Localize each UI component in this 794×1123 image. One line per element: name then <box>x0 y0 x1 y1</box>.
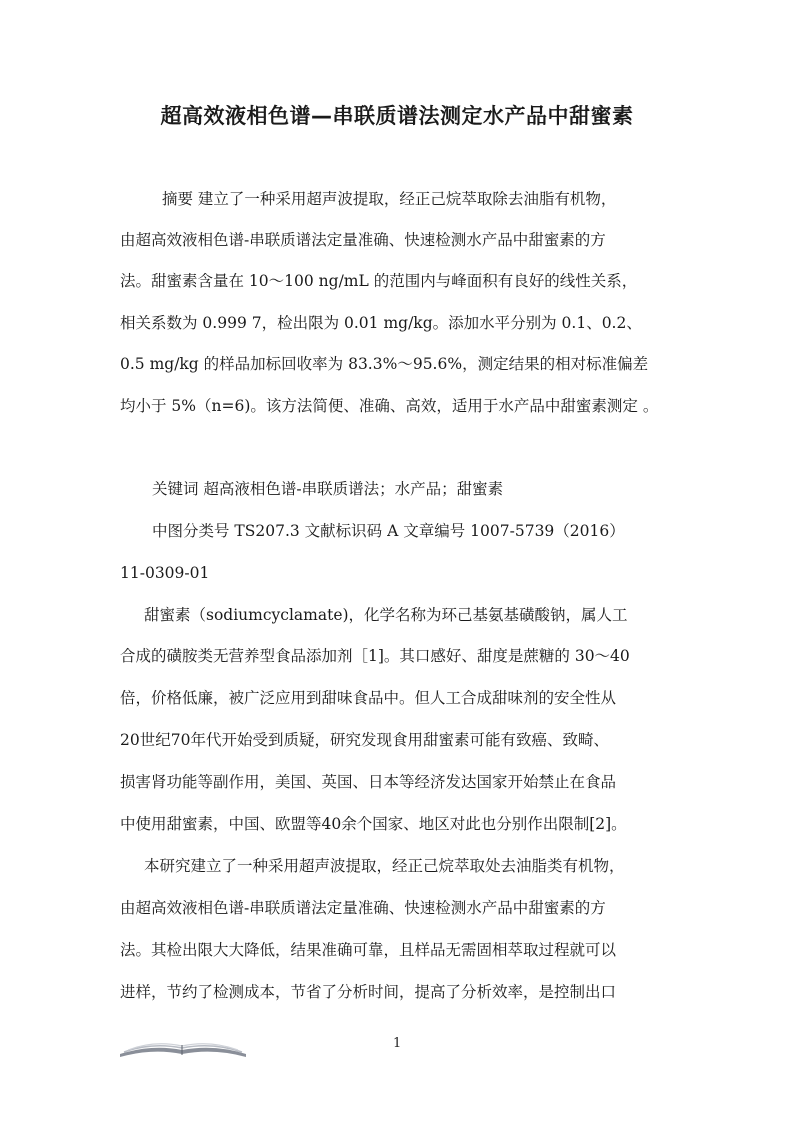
page-number: 1 <box>393 1036 402 1051</box>
keywords-line: 关键词 超高液相色谱-串联质谱法；水产品；甜蜜素 <box>152 480 504 498</box>
abstract-line-4: 相关系数为 0.999 7，检出限为 0.01 mg/kg。添加水平分别为 0.1、0.2、 <box>120 314 642 332</box>
classification-line: 中图分类号 TS207.3 文献标识码 A 文章编号 1007-5739（2016） <box>152 522 625 540</box>
body-line-3: 倍，价格低廉，被广泛应用到甜味食品中。但人工合成甜味剂的安全性从 <box>120 689 617 707</box>
abstract-line-5: 0.5 mg/kg 的样品加标回收率为 83.3%～95.6%，测定结果的相对标准偏差 <box>120 355 649 373</box>
body-line-6: 中使用甜蜜素，中国、欧盟等40余个国家、地区对此也分别作出限制[2]。 <box>120 815 627 833</box>
body-line-1: 甜蜜素（sodiumcyclamate)，化学名称为环己基氨基磺酸钠，属人工 <box>144 606 628 624</box>
body-line-10: 进样，节约了检测成本，节省了分析时间，提高了分析效率，是控制出口 <box>120 983 617 1001</box>
body-line-7: 本研究建立了一种采用超声波提取，经正己烷萃取处去油脂类有机物， <box>144 857 625 875</box>
open-book-icon <box>118 1036 248 1058</box>
body-line-4: 20世纪70年代开始受到质疑，研究发现食用甜蜜素可能有致癌、致畸、 <box>120 731 609 749</box>
classification-line-2: 11-0309-01 <box>120 564 210 582</box>
abstract-line-6: 均小于 5%（n=6)。该方法简便、准确、高效，适用于水产品中甜蜜素测定 。 <box>120 397 659 415</box>
abstract-line-3: 法。甜蜜素含量在 10～100 ng/mL 的范围内与峰面积有良好的线性关系， <box>120 272 638 290</box>
document-title: 超高效液相色谱—串联质谱法测定水产品中甜蜜素 <box>160 104 634 128</box>
abstract-line-1: 摘要 建立了一种采用超声波提取，经正己烷萃取除去油脂有机物， <box>162 190 617 208</box>
abstract-line-2: 由超高效液相色谱-串联质谱法定量准确、快速检测水产品中甜蜜素的方 <box>120 231 606 249</box>
body-line-2: 合成的磺胺类无营养型食品添加剂［1]。其口感好、甜度是蔗糖的 30～40 <box>120 647 630 665</box>
body-line-8: 由超高效液相色谱-串联质谱法定量准确、快速检测水产品中甜蜜素的方 <box>120 899 606 917</box>
body-line-5: 损害肾功能等副作用，美国、英国、日本等经济发达国家开始禁止在食品 <box>120 773 617 791</box>
body-line-9: 法。其检出限大大降低，结果准确可靠，且样品无需固相萃取过程就可以 <box>120 941 617 959</box>
